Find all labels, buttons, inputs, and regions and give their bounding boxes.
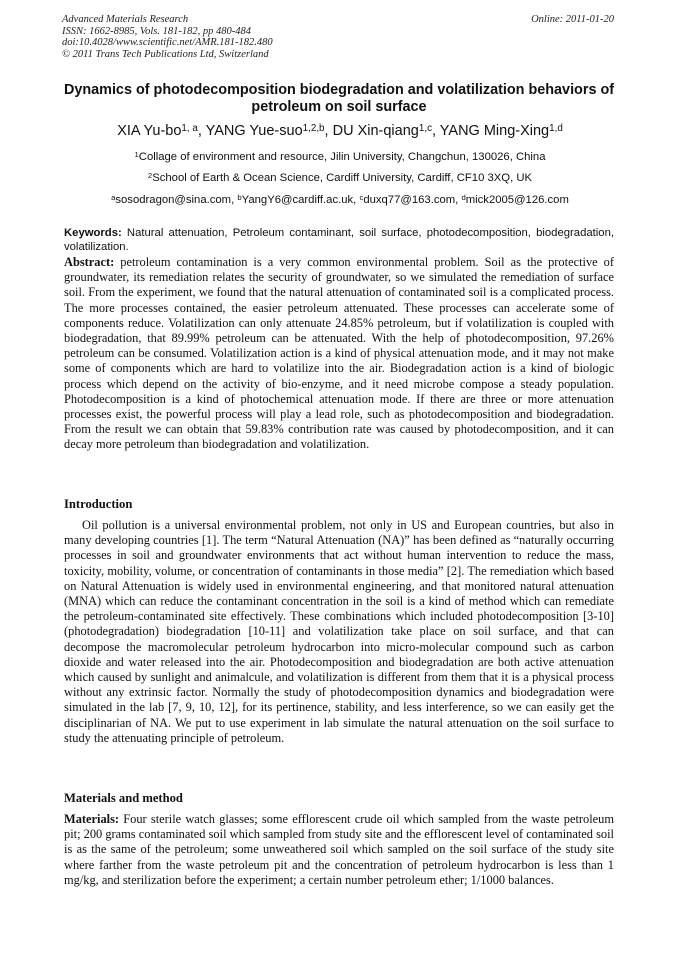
abstract-section xyxy=(64,255,614,453)
materials-heading: Materials and method xyxy=(64,791,183,805)
keywords-label: Keywords: xyxy=(64,227,122,239)
author-sup: 1,d xyxy=(549,122,563,134)
introduction-text: Oil pollution is a universal environmental problem, not only in US and European countries, but also in many developing countries [1]. The term “Natural Attenuation (NA)” has been defined as “naturally occurring processes in soil and groundwater environments that act without human intervention to reduce the mass, toxicity, mobility, volume, or concentration of contaminants in those media” [2]. The remediation which based on Natural Attenuation is widely used in environmental engineering, and that monitored natural attenuation (MNA) which can reduce the contaminant concentration in the soil is a kind of method which can remediate the petroleum-contaminated site effectively. These combinations which included photodecomposition [3-10] (photodegradation) biodegradation [10-11] and volatilization take place on soil surface, and that can decompose the macromolecular petroleum hydrocarbon into micro-molecular compound such as carbon dioxide and water released into the air. Photodecomposition and biodegradation are both active attenuation which caused by sunlight and animalcule, and volatilization is different from them that it is a physical process without any extrinsic factor. Normally the study of photodecomposition dynamics and biodegradation were simulated in the lab [7, 9, 10, 12], for its pertinence, stability, and less interference, so we can easily get the disciplinarian of NA. We put to use experiment in lab simulate the natural attenuation on the soil surface to study the attenuating principle of petroleum. xyxy=(64,518,614,745)
email-list xyxy=(40,193,640,207)
email-link[interactable]: duxq77@163.com, xyxy=(363,194,462,206)
keywords-section xyxy=(64,227,614,254)
author-sup: 1, a xyxy=(181,122,198,134)
email-sup: b xyxy=(237,192,242,202)
author-list xyxy=(40,122,640,140)
author-sup: 1,2,b xyxy=(302,122,325,134)
abstract-text: petroleum contamination is a very common environmental problem. Soil as the protective of groundwater, its remediation relates the security of groundwater, so we simulated the remediation of surface soil. From the experiment, we found that the natural attenuation of contaminated soil is a complicated process. The more processes contained, the easier petroleum attenuated. These processes can accelerate some of components reduce. Volatilization can only attenuate 24.85% petroleum, but if volatilization is coupled with biodegradation, that 89.99% petroleum can be attenuated. With the help of photodecomposition, 97.26% petroleum can be consumed. Volatilization action is a kind of physical attenuation mode, and it may not make some of components which are hard to volatilize into the air. Biodegradation action is a kind of biologic process which depend on the activity of bio-enzyme, and it need microbe compose a steady population. Photodecomposition is a kind of photochemical attenuation mode. If there are three or more attenuation processes exist, the powerful process will play a lead role, such as photodecomposition and biodegradation. From the result we can obtain that 59.83% contribution rate was caused by photodecomposition, and it can decay more petroleum than biodegradation and volatilization. xyxy=(64,255,614,452)
copyright: © 2011 Trans Tech Publications Ltd, Switzerland xyxy=(62,48,269,60)
email-sup: a xyxy=(111,192,116,202)
keywords-text: Natural attenuation, Petroleum contaminant, soil surface, photodecomposition, biodegradation, volatilization. xyxy=(64,227,614,253)
affiliation-sup: 2 xyxy=(147,170,153,180)
introduction-heading: Introduction xyxy=(64,497,133,511)
affiliation-sup: 1 xyxy=(134,149,139,159)
author-name: XIA Yu-bo xyxy=(117,123,182,139)
issn: ISSN: 1662-8985, Vols. 181-182, pp 480-484 xyxy=(62,25,251,37)
doi: doi:10.4028/www.scientific.net/AMR.181-182.480 xyxy=(62,37,273,48)
materials-text: Four sterile watch glasses; some efflorescent crude oil which sampled from the waste petroleum pit; 200 grams contaminated soil which sampled from study site and the efflorescent level of contaminated soil is as the same of the petroleum; some unweathered soil which sampled on the soil surface of the study site where farther from the waste petroleum pit and the concentration of petroleum hydrocarbon is less than 1 mg/kg, and sterilization before the experiment; a certain number petroleum ether; 1/1000 balances. xyxy=(64,812,614,887)
abstract-label: Abstract: xyxy=(64,255,115,269)
author-separator: , xyxy=(432,123,440,139)
author-name: YANG Yue-suo xyxy=(205,123,303,139)
online-date: Online: 2011-01-20 xyxy=(531,14,614,25)
email-link[interactable]: YangY6@cardiff.ac.uk, xyxy=(241,194,360,206)
journal-name: Advanced Materials Research xyxy=(62,14,189,25)
author-separator: , xyxy=(324,123,333,139)
author-separator: , xyxy=(197,123,206,139)
affiliation-2 xyxy=(40,171,640,185)
affiliation-text: School of Earth & Ocean Science, Cardiff University, Cardiff, CF10 3XQ, UK xyxy=(152,172,533,184)
materials-label: Materials: xyxy=(64,812,120,826)
author-sup: 1,c xyxy=(418,122,432,134)
materials-section xyxy=(64,812,614,888)
paper-title: Dynamics of photodecomposition biodegradation and volatilization behaviors of petroleum on soil surface xyxy=(63,82,615,115)
author-name: DU Xin-qiang xyxy=(332,123,419,139)
affiliation-text: Collage of environment and resource, Jilin University, Changchun, 130026, China xyxy=(138,151,546,163)
email-sup: d xyxy=(461,192,466,202)
email-link[interactable]: sosodragon@sina.com, xyxy=(115,194,238,206)
email-link[interactable]: mick2005@126.com xyxy=(465,194,569,206)
email-sup: c xyxy=(359,192,364,202)
affiliation-1 xyxy=(40,150,640,164)
author-name: YANG Ming-Xing xyxy=(439,123,550,139)
journal-header xyxy=(62,14,273,60)
